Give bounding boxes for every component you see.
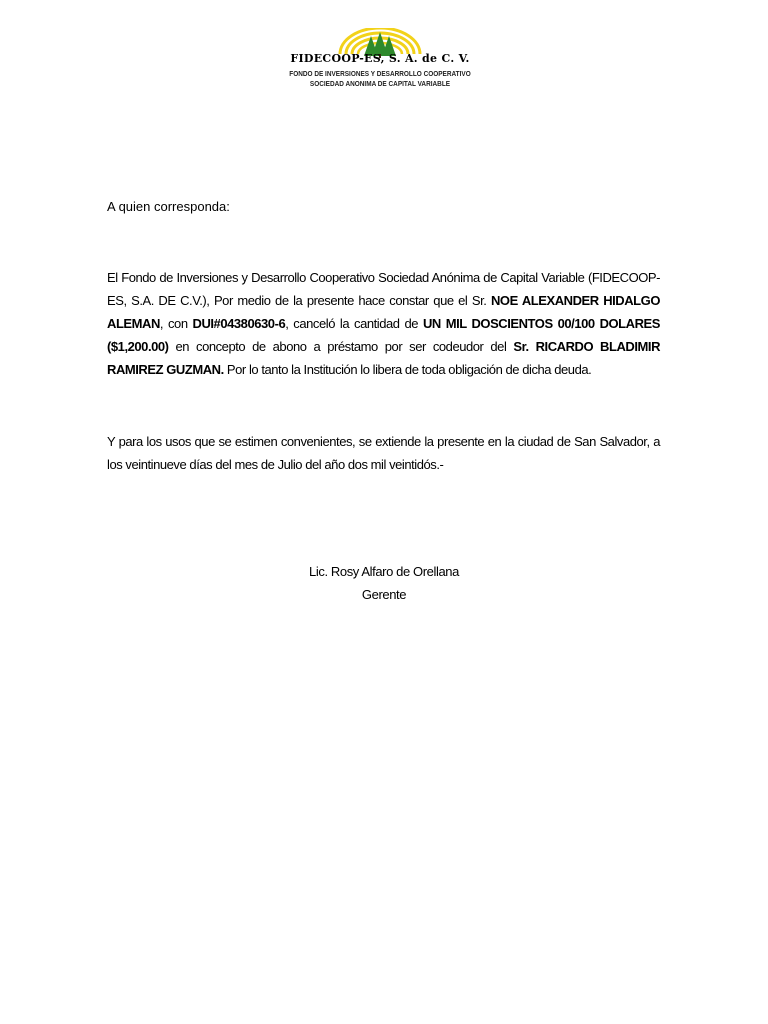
amount: UN MIL DOSCIENTOS 00/100 DOLARES ($1,200.00) xyxy=(107,316,660,354)
paragraph-closing: Y para los usos que se estimen convenientes, se extiende la presente en la ciudad de San Salvador, a los veintinueve días del mes de Julio del año dos mil veintidós.- xyxy=(107,434,660,472)
para1-after-amount: en concepto de abono a préstamo por ser codeudor del xyxy=(168,339,514,354)
debtor-name: Sr. RICARDO BLADIMIR RAMIREZ GUZMAN. xyxy=(107,339,661,377)
company-subtitle-line2: SOCIEDAD ANONIMA DE CAPITAL VARIABLE xyxy=(309,81,451,88)
person-name: NOE ALEXANDER HIDALGO ALEMAN xyxy=(107,293,660,331)
greeting: A quien corresponda: xyxy=(107,199,230,214)
para1-after-dui: , canceló la cantidad de xyxy=(285,316,423,331)
para1-after-name: , con xyxy=(159,316,193,331)
paragraph-certification xyxy=(107,266,660,381)
para1-intro: El Fondo de Inversiones y Desarrollo Cooperativo Sociedad Anónima de Capital Variable (FIDECOOP-ES, S.A. DE C.V.), Por medio de la presente hace constar que el Sr. xyxy=(107,270,660,308)
signatory-title: Gerente xyxy=(361,587,407,602)
signatory-name: Lic. Rosy Alfaro de Orellana xyxy=(309,564,459,579)
company-name: FIDECOOP-ES, S. A. de C. V. xyxy=(290,52,470,65)
signature-block xyxy=(234,560,534,606)
para1-closing: Por lo tanto la Institución lo libera de toda obligación de dicha deuda. xyxy=(223,362,592,377)
letterhead-logo xyxy=(280,28,480,94)
dui-number: DUI#04380630-6 xyxy=(192,316,286,331)
company-subtitle-line1: FONDO DE INVERSIONES Y DESARROLLO COOPERATIVO xyxy=(289,71,471,78)
